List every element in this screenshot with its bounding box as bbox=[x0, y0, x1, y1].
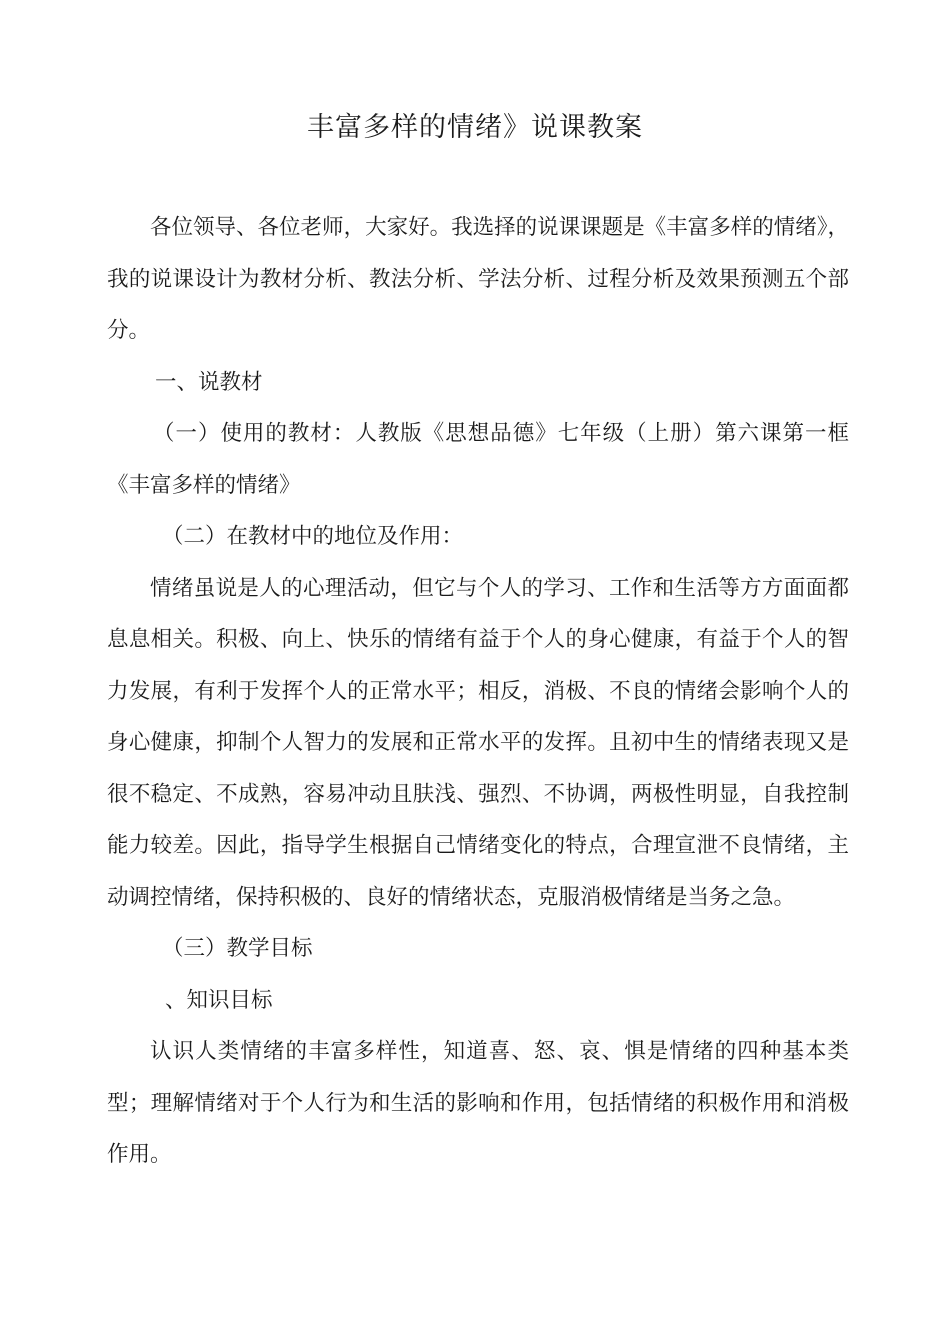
knowledge-objective-paragraph: 认识人类情绪的丰富多样性，知道喜、怒、哀、惧是情绪的四种基本类型；理解情绪对于个人行为和生活的影响和作用，包括情绪的积极作用和消极作用。 bbox=[107, 1039, 849, 1167]
section-heading-textbook: 一、说教材 bbox=[155, 369, 263, 395]
role-paragraph: 情绪虽说是人的心理活动，但它与个人的学习、工作和生活等方方面面都息息相关。积极、向上、快乐的情绪有益于个人的身心健康，有益于个人的智力发展，有利于发挥个人的正常水平；相反，消极、不良的情绪会影响个人的身心健康，抑制个人智力的发展和正常水平的发挥。且初中生的情绪表现又是很不稳定、不成熟，容易冲动且肤浅、强烈、不协调，两极性明显，自我控制能力较差。因此，指导学生根据自己情绪变化的特点，合理宣泄不良情绪，主动调控情绪，保持积极的、良好的情绪状态，克服消极情绪是当务之急。 bbox=[107, 575, 849, 910]
subsection-textbook-used: （一）使用的教材：人教版《思想品德》七年级（上册）第六课第一框《丰富多样的情绪》 bbox=[107, 421, 849, 498]
subsection-objectives-heading: （三）教学目标 bbox=[162, 936, 313, 961]
subsection-role-heading: （二）在教材中的地位及作用： bbox=[162, 524, 464, 549]
document-title: 丰富多样的情绪》说课教案 bbox=[307, 112, 643, 143]
document-body bbox=[107, 202, 849, 1181]
intro-paragraph: 各位领导、各位老师，大家好。我选择的说课课题是《丰富多样的情绪》，我的说课设计为教材分析、教法分析、学法分析、过程分析及效果预测五个部分。 bbox=[107, 215, 849, 343]
knowledge-objective-heading: 、知识目标 bbox=[165, 987, 273, 1013]
